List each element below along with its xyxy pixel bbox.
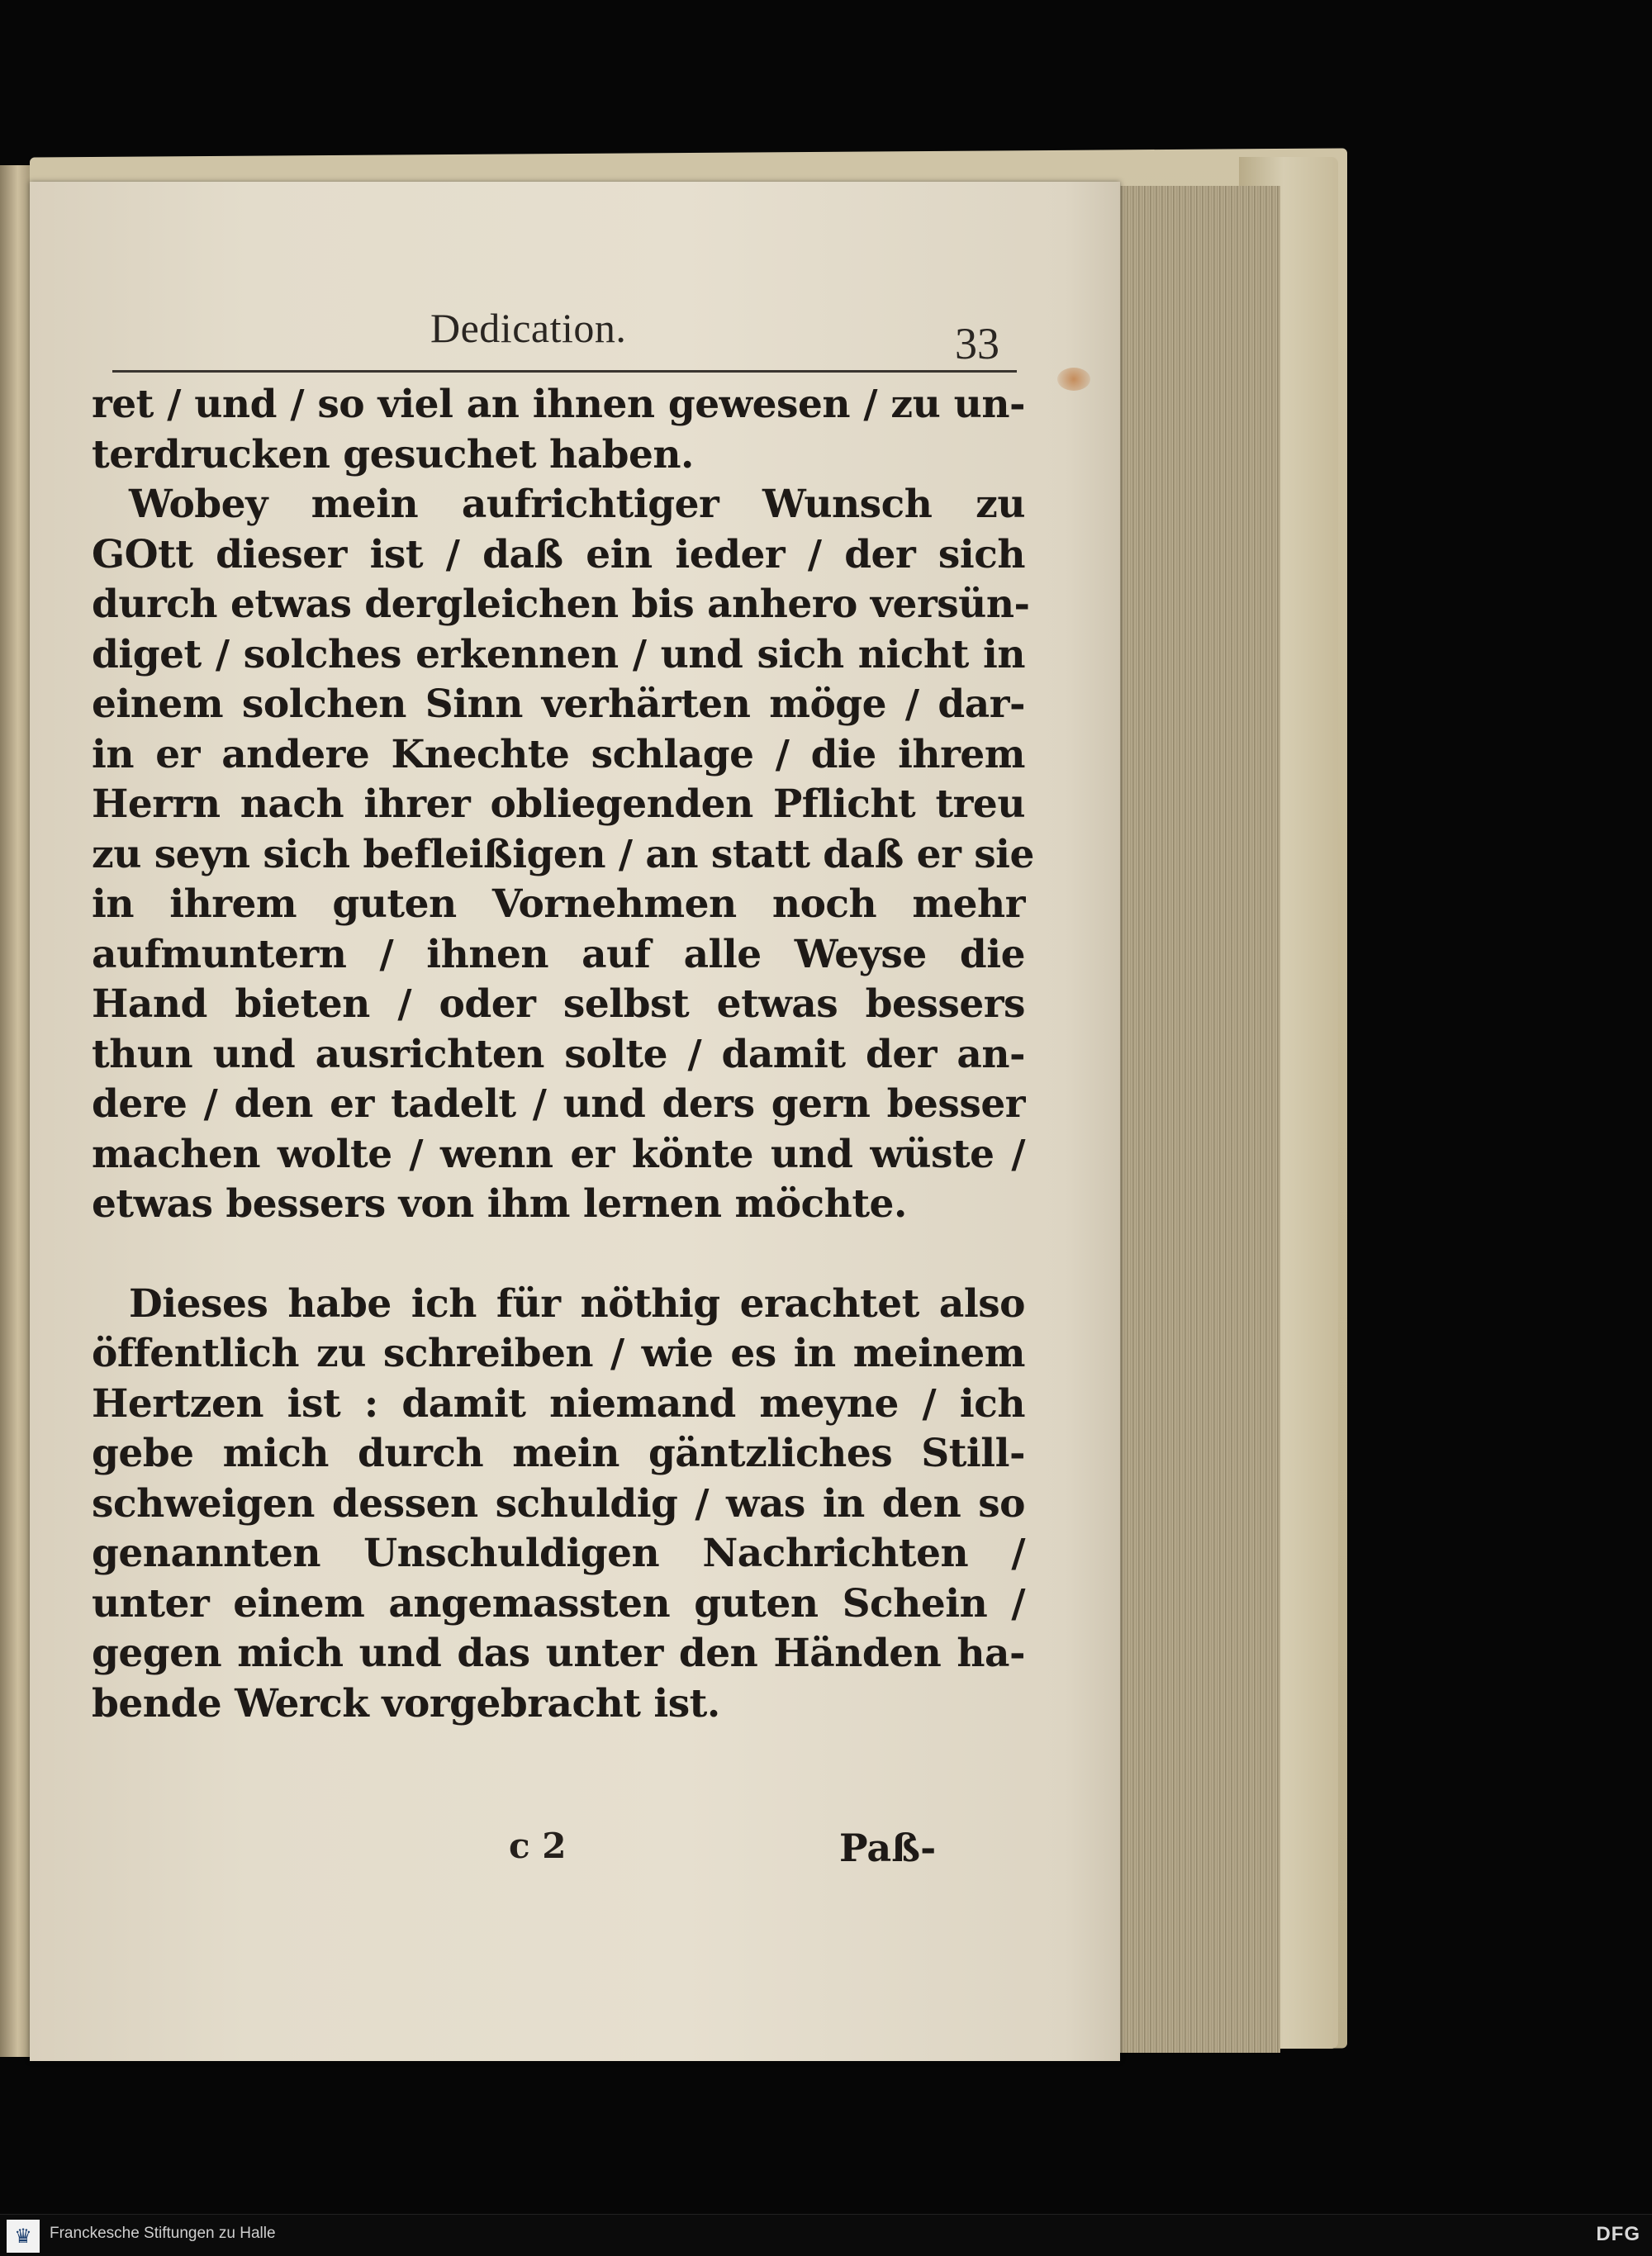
dfg-logo: DFG: [1596, 2223, 1640, 2245]
paragraph-1: [92, 380, 1025, 480]
text-line: aufmuntern / ihnen auf alle Weyse die: [92, 931, 1025, 977]
text-line: gegen mich und das unter den Händen ha-: [92, 1631, 1025, 1676]
paragraph-3: [92, 1280, 1025, 1730]
text-line: bende Werck vorgebracht ist.: [92, 1680, 720, 1726]
text-line: in ihrem guten Vornehmen noch mehr: [92, 881, 1025, 927]
text-line: thun und ausrichten solte / damit der an-: [92, 1031, 1025, 1077]
text-line: Hand bieten / oder selbst etwas bessers: [92, 981, 1025, 1027]
text-line: öffentlich zu schreiben / wie es in meinem: [92, 1331, 1025, 1376]
page-block-edges: [1115, 186, 1280, 2053]
text-line: diget / solches erkennen / und sich nicht in: [92, 631, 1025, 677]
viewer-footer: [0, 2214, 1652, 2256]
text-line: schweigen dessen schuldig / was in den so: [92, 1480, 1025, 1527]
running-head: Dedication.: [430, 305, 627, 351]
text-line: Hertzen ist : damit niemand meyne / ich: [92, 1380, 1025, 1427]
page-body: [92, 380, 1034, 1729]
text-line: durch etwas dergleichen bis anhero versün-: [92, 582, 1030, 627]
francke-logo-icon: ♛: [7, 2220, 40, 2253]
text-line: genannten Unschuldigen Nachrichten /: [92, 1531, 1025, 1576]
text-line: machen wolte / wenn er könte und wüste /: [92, 1131, 1025, 1177]
book-page: [30, 182, 1120, 2061]
text-line: Wobey mein aufrichtiger Wunsch zu: [129, 482, 1025, 527]
catchword: Paß-: [839, 1826, 937, 1870]
text-line: Dieses habe ich für nöthig erachtet also: [129, 1280, 1025, 1327]
text-line: Herrn nach ihrer obliegenden Pflicht treu: [92, 781, 1025, 827]
institution-credit: Franckesche Stiftungen zu Halle: [50, 2225, 276, 2242]
page-number: 33: [955, 319, 999, 368]
facing-page-edge: [0, 165, 30, 2057]
text-line: GOtt dieser ist / daß ein ieder / der sich: [92, 531, 1025, 577]
text-line: etwas bessers von ihm lernen möchte.: [92, 1181, 907, 1227]
paragraph-2: [92, 480, 1034, 1230]
text-line: terdrucken gesuchet haben.: [92, 431, 694, 477]
text-line: unter einem angemassten guten Schein /: [92, 1580, 1025, 1627]
text-line: einem solchen Sinn verhärten möge / dar-: [92, 682, 1025, 727]
text-line: zu seyn sich befleißigen / an statt daß er sie: [92, 831, 1034, 877]
header-rule: [112, 370, 1017, 373]
text-line: dere / den er tadelt / und ders gern besser: [92, 1081, 1025, 1127]
text-line: gebe mich durch mein gäntzliches Still-: [92, 1431, 1025, 1476]
text-line: in er andere Knechte schlage / die ihrem: [92, 731, 1025, 777]
text-line: ret / und / so viel an ihnen gewesen / zu un-: [92, 382, 1025, 427]
signature-mark: c 2: [509, 1826, 567, 1866]
paper-stain: [1057, 368, 1090, 391]
paragraph-gap: [92, 1230, 1025, 1280]
